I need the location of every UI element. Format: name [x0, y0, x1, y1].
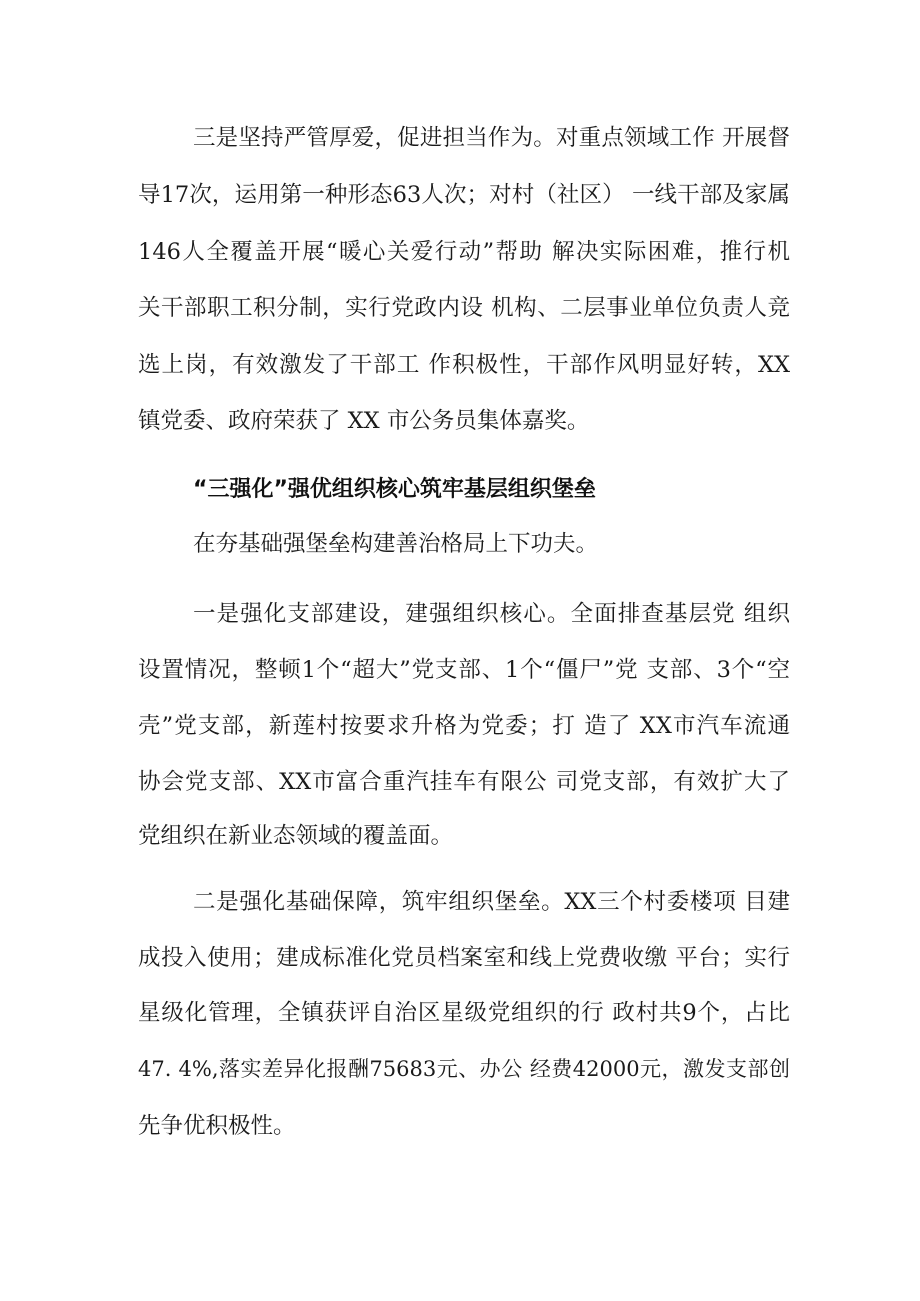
paragraph1-line-1: 三是坚持严管厚爱，促进担当作为。对重点领域工作 开展督: [193, 125, 790, 151]
paragraph1-line-3: 146人全覆盖开展“暖心关爱行动”帮助 解决实际困难，推行机: [138, 239, 790, 265]
paragraph3-line-4: 47. 4%,落实差异化报酬75683元、办公 经费42000元，激发支部创: [138, 1057, 790, 1081]
paragraph3-line-5: 先争优积极性。: [138, 1113, 296, 1139]
paragraph2-line-3: 壳”党支部，新莲村按要求升格为党委；打 造了 XX市汽车流通: [138, 713, 790, 739]
paragraph1-line-2: 导17次，运用第一种形态63人次；对村（社区） 一线干部及家属: [138, 182, 790, 208]
paragraph2-line-1: 一是强化支部建设，建强组织核心。全面排查基层党 组织: [193, 601, 790, 627]
section-heading: “三强化”强优组织核心筑牢基层组织堡垒: [193, 477, 596, 502]
paragraph1-line-6: 镇党委、政府荣获了 XX 市公务员集体嘉奖。: [138, 408, 590, 434]
paragraph1-line-5: 选上岗，有效激发了干部工 作积极性，干部作风明显好转，XX: [138, 352, 790, 378]
paragraph2-line-2: 设置情况，整顿1个“超大”党支部、1个“僵尸”党 支部、3个“空: [138, 657, 790, 683]
paragraph2-line-4: 协会党支部、XX市富合重汽挂车有限公 司党支部，有效扩大了: [138, 769, 790, 795]
intro-line: 在夯基础强堡垒构建善治格局上下功夫。: [193, 531, 599, 557]
paragraph3-line-2: 成投入使用；建成标准化党员档案室和线上党费收缴 平台；实行: [138, 945, 790, 971]
paragraph3-line-3: 星级化管理，全镇获评自治区星级党组织的行 政村共9个，占比: [138, 1000, 790, 1026]
paragraph1-line-4: 关干部职工积分制，实行党政内设 机构、二层事业单位负责人竞: [138, 295, 790, 321]
paragraph3-line-1: 二是强化基础保障，筑牢组织堡垒。XX三个村委楼项 目建: [193, 889, 790, 915]
paragraph2-line-5: 党组织在新业态领域的覆盖面。: [138, 823, 454, 849]
